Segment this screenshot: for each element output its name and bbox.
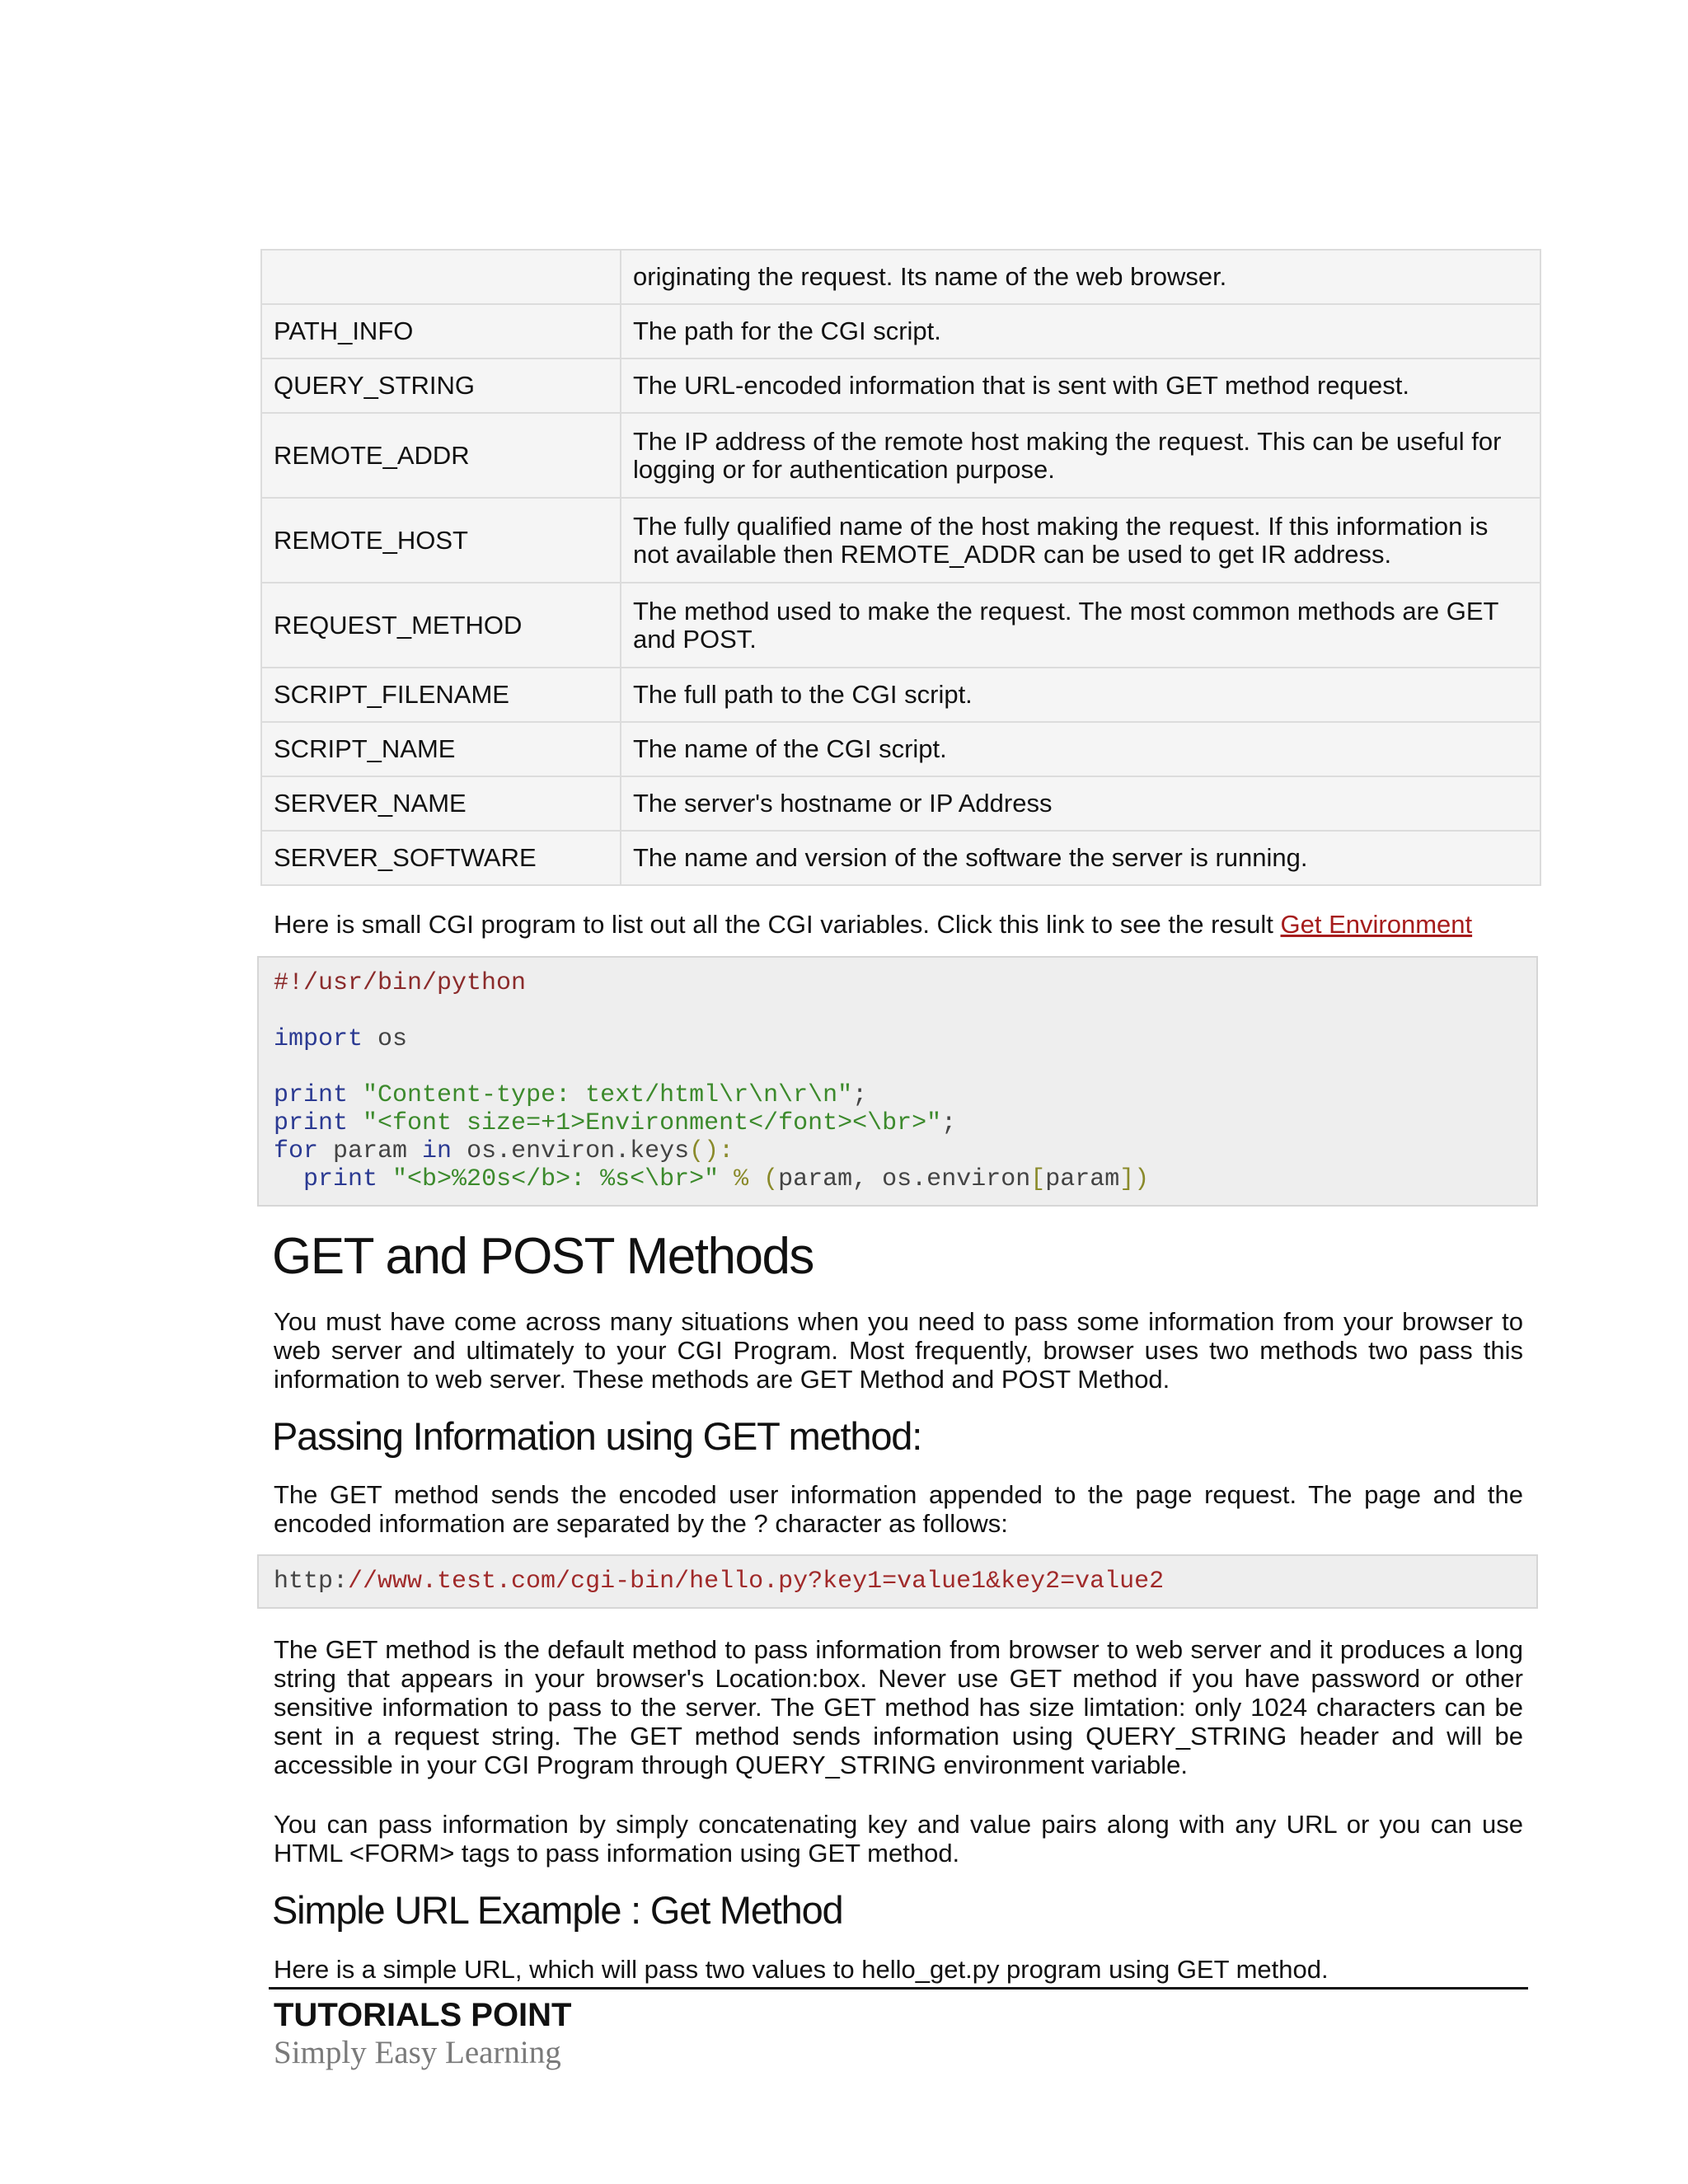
code-line: print "Content-type: text/html\r\n\r\n"; xyxy=(274,1081,868,1109)
variable-description-cell: The URL-encoded information that is sent with GET method request. xyxy=(621,359,1540,413)
variable-description-cell: The name and version of the software the server is running. xyxy=(621,831,1540,885)
table-row xyxy=(261,722,1540,776)
section-paragraph: You must have come across many situations when you need to pass some information from your browser to web server and ultimately to your CGI Program. Most frequently, browser uses two methods two pass this information to web server. These methods are GET Method and POST Method. xyxy=(274,1307,1523,1394)
variable-description-cell: The path for the CGI script. xyxy=(621,304,1540,359)
variable-description-cell: originating the request. Its name of the web browser. xyxy=(621,250,1540,304)
code-line: #!/usr/bin/python xyxy=(274,969,527,997)
variable-description-cell: The name of the CGI script. xyxy=(621,722,1540,776)
table-row xyxy=(261,831,1540,885)
code-line: for param in os.environ.keys(): xyxy=(274,1137,734,1165)
variable-name-cell: SCRIPT_NAME xyxy=(261,722,621,776)
variable-description-cell: The server's hostname or IP Address xyxy=(621,776,1540,831)
cgi-variables-table xyxy=(260,249,1541,886)
get-intro-paragraph: The GET method sends the encoded user information appended to the page request. The page and the encoded information are separated by the ? character as follows: xyxy=(274,1480,1523,1538)
footer-brand: TUTORIALS POINT xyxy=(274,1997,572,2033)
table-row xyxy=(261,413,1540,498)
table-row xyxy=(261,498,1540,583)
variable-name-cell: REQUEST_METHOD xyxy=(261,583,621,668)
get-details-paragraph: The GET method is the default method to pass information from browser to web server and it produces a long string that appears in your browser's Location:box. Never use GET method if you have password or other sensitive information to pass to the server. The GET method has size limtation: only 1024 characters can be sent in a request string. The GET method sends information using QUERY_STRING header and will be accessible in your CGI Program through QUERY_STRING environment variable. xyxy=(274,1635,1523,1779)
variable-name-cell: PATH_INFO xyxy=(261,304,621,359)
variable-name-cell: REMOTE_HOST xyxy=(261,498,621,583)
get-usage-paragraph: You can pass information by simply concatenating key and value pairs along with any URL or you can use HTML <FORM> tags to pass information using GET method. xyxy=(274,1810,1523,1868)
variable-name-cell: SERVER_NAME xyxy=(261,776,621,831)
variable-name-cell: QUERY_STRING xyxy=(261,359,621,413)
url-code-block xyxy=(257,1554,1538,1609)
table-row xyxy=(261,776,1540,831)
table-row xyxy=(261,668,1540,722)
code-line: print "<b>%20s</b>: %s<\br>" % (param, os.environ[param]) xyxy=(303,1165,1150,1193)
table-row xyxy=(261,250,1540,304)
code-line: import os xyxy=(274,1025,408,1053)
variable-name-cell: REMOTE_ADDR xyxy=(261,413,621,498)
variable-description-cell: The method used to make the request. The most common methods are GET and POST. xyxy=(621,583,1540,668)
footer-tagline: Simply Easy Learning xyxy=(274,2035,561,2070)
code-line: print "<font size=+1>Environment</font><\br>"; xyxy=(274,1109,957,1137)
variable-description-cell: The fully qualified name of the host making the request. If this information is not available then REMOTE_ADDR can be used to get IR address. xyxy=(621,498,1540,583)
footer-divider xyxy=(269,1987,1528,1990)
table-row xyxy=(261,583,1540,668)
python-code-block xyxy=(257,956,1538,1207)
intro-text: Here is small CGI program to list out all the CGI variables. Click this link to see the result xyxy=(274,910,1273,939)
variable-description-cell: The IP address of the remote host making the request. This can be useful for logging or for authentication purpose. xyxy=(621,413,1540,498)
table-row xyxy=(261,304,1540,359)
variable-name-cell xyxy=(261,250,621,304)
variable-name-cell: SCRIPT_FILENAME xyxy=(261,668,621,722)
variable-name-cell: SERVER_SOFTWARE xyxy=(261,831,621,885)
subsection-heading: Passing Information using GET method: xyxy=(272,1414,922,1458)
example-heading: Simple URL Example : Get Method xyxy=(272,1888,843,1932)
url-path: //www.test.com/cgi-bin/hello.py?key1=value1&key2=value2 xyxy=(348,1568,1165,1596)
table-row xyxy=(261,359,1540,413)
url-scheme: http: xyxy=(274,1568,349,1596)
intro-paragraph xyxy=(274,910,1523,939)
variable-description-cell: The full path to the CGI script. xyxy=(621,668,1540,722)
get-environment-link[interactable]: Get Environment xyxy=(1280,910,1473,939)
section-heading: GET and POST Methods xyxy=(272,1228,814,1285)
example-paragraph: Here is a simple URL, which will pass two values to hello_get.py program using GET method. xyxy=(274,1955,1329,1984)
